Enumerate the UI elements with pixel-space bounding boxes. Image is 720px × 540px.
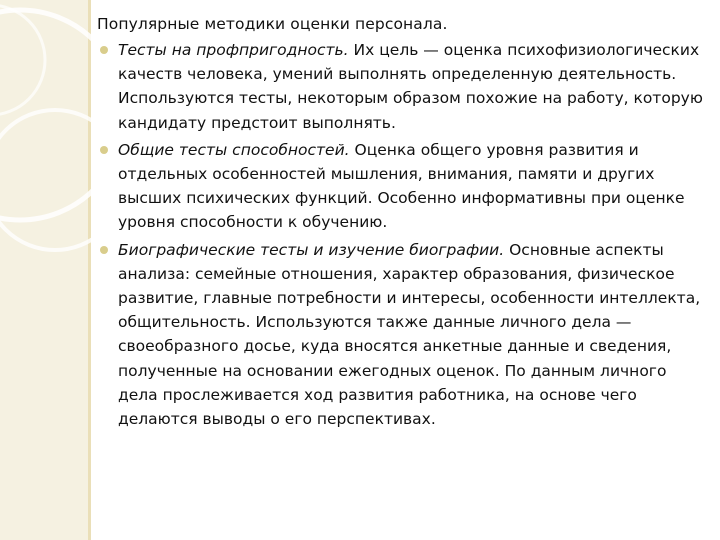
bullet-text: Оценка общего уровня развития и отдельных особенностей мышления, внимания, памяти и других высших психических функций. Особенно информативны при оценке уровня способности к обучению. [118, 140, 685, 232]
bullet-item [97, 38, 707, 135]
bullet-list [97, 38, 707, 431]
bullet-term: Общие тесты способностей. [118, 140, 350, 159]
bullet-icon [100, 146, 108, 154]
decorative-circles [0, 0, 91, 540]
bullet-text: Их цель — оценка психофизиологических качеств человека, умений выполнять определенную деятельность. Используются тесты, некоторым образом похожие на работу, которую кандидату предстоит выполнять. [118, 41, 703, 132]
bullet-icon [100, 246, 108, 254]
slide-title: Популярные методики оценки персонала. [97, 15, 448, 33]
bullet-term: Тесты на профпригодность. [118, 41, 349, 59]
bullet-icon [100, 46, 108, 54]
bullet-item [97, 238, 707, 432]
slide-content [97, 12, 707, 434]
bullet-item [97, 138, 707, 235]
bullet-text: Основные аспекты анализа: семейные отношения, характер образования, физическое развитие, главные потребности и интересы, особенности интеллекта, общительность. Используются также данные личного дела — своеобразного досье, куда вносятся анкетные данные и сведения, полученные на основании ежегодных оценок. По данным личного дела прослеживается ход развития работника, на основе чего делаются выводы о его перспективах. [118, 240, 701, 429]
bullet-term: Биографические тесты и изучение биографии. [118, 240, 505, 259]
